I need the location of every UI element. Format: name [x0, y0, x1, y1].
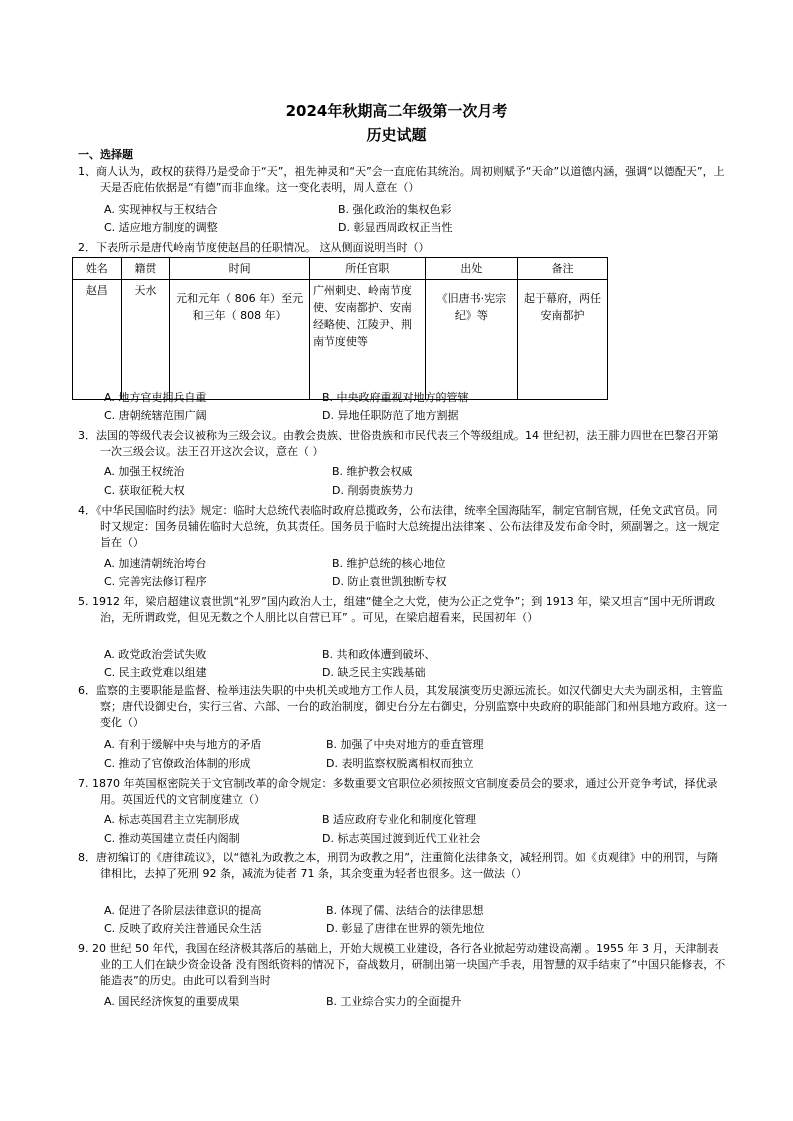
question-5: [78, 594, 728, 626]
table-cell-origin: 天水: [121, 280, 170, 400]
option-b: B. 强化政治的集权色彩: [338, 203, 452, 216]
option-b: B. 体现了儒、法结合的法律思想: [326, 904, 484, 917]
option-d: D. 异地任职防范了地方割据: [322, 409, 459, 422]
option-c: C. 推动英国建立责任内阁制: [104, 832, 240, 845]
question-3: [78, 428, 728, 460]
question-6: [78, 683, 728, 731]
question-8: [78, 850, 728, 882]
option-a: A. 地方官吏拥兵自重: [104, 391, 207, 404]
question-stem: 3．法国的等级代表会议被称为三级会议。由教会贵族、世俗贵族和市民代表三个等级组成。14 世纪初，法王腓力四世在巴黎召开第一次三级会议。法王召开这次会议，意在（ ）: [78, 429, 719, 458]
option-b: B. 工业综合实力的全面提升: [326, 995, 462, 1008]
table-cell-name: 赵昌: [73, 280, 122, 400]
option-d: D. 彰显西周政权正当性: [338, 221, 453, 234]
option-b: B. 中央政府重视对地方的管辖: [322, 391, 469, 404]
question-stem: 8．唐初编订的《唐律疏议》，以“德礼为政教之本，刑罚为政教之用”，注重简化法律条文，减轻刑罚。如《贞观律》中的刑罚，与隋律相比，去掉了死刑 92 条，减流为徒者 71 条，其余变重为轻者也很多。这一做法（）: [78, 851, 718, 880]
table-cell-source: 《旧唐书·宪宗纪》等: [425, 280, 517, 400]
question-stem: 7. 1870 年英国枢密院关于文官制改革的命令规定：多数重要文官职位必须按照文官制度委员会的要求，通过公开竞争考试，择优录用。英国近代的文官制度建立（）: [78, 777, 718, 806]
question-7: [78, 776, 728, 808]
table-cell-notes: 起于幕府，两任安南都护: [517, 280, 607, 400]
question-stem: 9. 20 世纪 50 年代，我国在经济极其落后的基础上，开始大规模工业建设，各行各业掀起劳动建设高潮 。1955 年 3 月，天津制表业的工人们在缺少资金设备 没有图纸资料的情况下，奋战数月，研制出第一块国产手表，用智慧的双手结束了“中国只能修表，不能造表”的历史。由此可以看到当时: [78, 942, 726, 987]
option-c: C. 唐朝统辖范围广阔: [104, 409, 207, 422]
table-header-cell: 出处: [425, 258, 517, 280]
table-header-cell: 籍贯: [121, 258, 170, 280]
option-a: A. 有利于缓解中央与地方的矛盾: [104, 738, 262, 751]
option-d: D. 防止袁世凯独断专权: [332, 575, 447, 588]
question-9: [78, 941, 728, 989]
option-b: B. 维护教会权威: [332, 465, 413, 478]
option-b: B 适应政府专业化和制度化管理: [322, 813, 477, 826]
option-d: D. 削弱贵族势力: [332, 484, 414, 497]
option-b: B. 加强了中央对地方的垂直管理: [326, 738, 484, 751]
table-header-cell: 所任官职: [309, 258, 425, 280]
question-2: [78, 240, 728, 256]
option-c: C. 完善宪法修订程序: [104, 575, 207, 588]
table-header-cell: 姓名: [73, 258, 122, 280]
table-row: [73, 280, 608, 400]
option-d: D. 彰显了唐律在世界的领先地位: [326, 922, 485, 935]
table-cell-offices: 广州刺史、岭南节度使、安南都护、安南经略使、江陵尹、荆南节度使等: [309, 280, 425, 400]
option-d: D. 缺乏民主实践基础: [322, 666, 426, 679]
option-d: D. 表明监察权脱离相权而独立: [326, 757, 474, 770]
question-stem: 2．下表所示是唐代岭南节度使赵昌的任职情况。 这从侧面说明当时（）: [78, 241, 430, 254]
exam-title: 2024年秋期高二年级第一次月考: [285, 102, 508, 120]
option-c: C. 民主政党难以组建: [104, 666, 207, 679]
option-b: B. 维护总统的核心地位: [332, 557, 446, 570]
question-stem: 5. 1912 年，梁启超建议袁世凯“礼罗”国内政治人士，组建“健全之大党，使为公正之党争”；到 1913 年，梁又坦言“国中无所谓政治，无所谓政党，但见无数之个人朋比以自营已耳” 。可见，在梁启超看来，民国初年（）: [78, 595, 715, 624]
table-header-cell: 备注: [517, 258, 607, 280]
question-stem: 6．监察的主要职能是监督、检举违法失职的中央机关或地方工作人员，其发展演变历史源远流长。如汉代御史大夫为副丞相，主管监察；唐代设御史台，实行三省、六部、一台的政治制度，御史台分左右御史，分别监察中央政府的职能部门和州县地方政府。这一变化（）: [78, 684, 727, 729]
option-d: D. 标志英国过渡到近代工业社会: [322, 832, 481, 845]
question-stem: 1、商人认为，政权的获得乃是受命于“天”，祖先神灵和“天”会一直庇佑其统治。周初则赋予“天命”以道德内涵，强调“以德配天”，上天是否庇佑依据是“有德”而非血缘。这一变化表明，周人意在（）: [78, 165, 725, 194]
option-a: A. 促进了各阶层法律意识的提高: [104, 904, 262, 917]
option-c: C. 反映了政府关注普通民众生活: [104, 922, 262, 935]
table-header-row: [73, 258, 608, 280]
option-a: A. 标志英国君主立宪制形成: [104, 813, 240, 826]
option-b: B. 共和政体遭到破坏、: [322, 648, 436, 661]
section-title: 一、选择题: [78, 148, 133, 161]
option-a: A. 国民经济恢复的重要成果: [104, 995, 240, 1008]
option-c: C. 适应地方制度的调整: [104, 221, 218, 234]
option-a: A. 实现神权与王权结合: [104, 203, 218, 216]
question-stem: 4．《中华民国临时约法》规定：临时大总统代表临时政府总揽政务，公布法律，统率全国海陆军，制定官制官规，任免文武官员。同时又规定：国务员辅佐临时大总统，负其责任。国务员于临时大总统提出法律案 、公布法律及发布命令时，须副署之。这一规定旨在（）: [78, 504, 720, 549]
table-cell-time: 元和元年（ 806 年）至元和三年（ 808 年）: [170, 280, 310, 400]
question-1: [78, 164, 728, 196]
table-header-cell: 时间: [170, 258, 310, 280]
option-a: A. 加强王权统治: [104, 465, 185, 478]
question-4: [78, 503, 728, 551]
exam-subtitle: 历史试题: [366, 126, 427, 144]
option-a: A. 政党政治尝试失败: [104, 648, 207, 661]
option-a: A. 加速清朝统治垮台: [104, 557, 207, 570]
appointment-table: [72, 257, 608, 400]
option-c: C. 获取征税大权: [104, 484, 185, 497]
option-c: C. 推动了官僚政治体制的形成: [104, 757, 251, 770]
